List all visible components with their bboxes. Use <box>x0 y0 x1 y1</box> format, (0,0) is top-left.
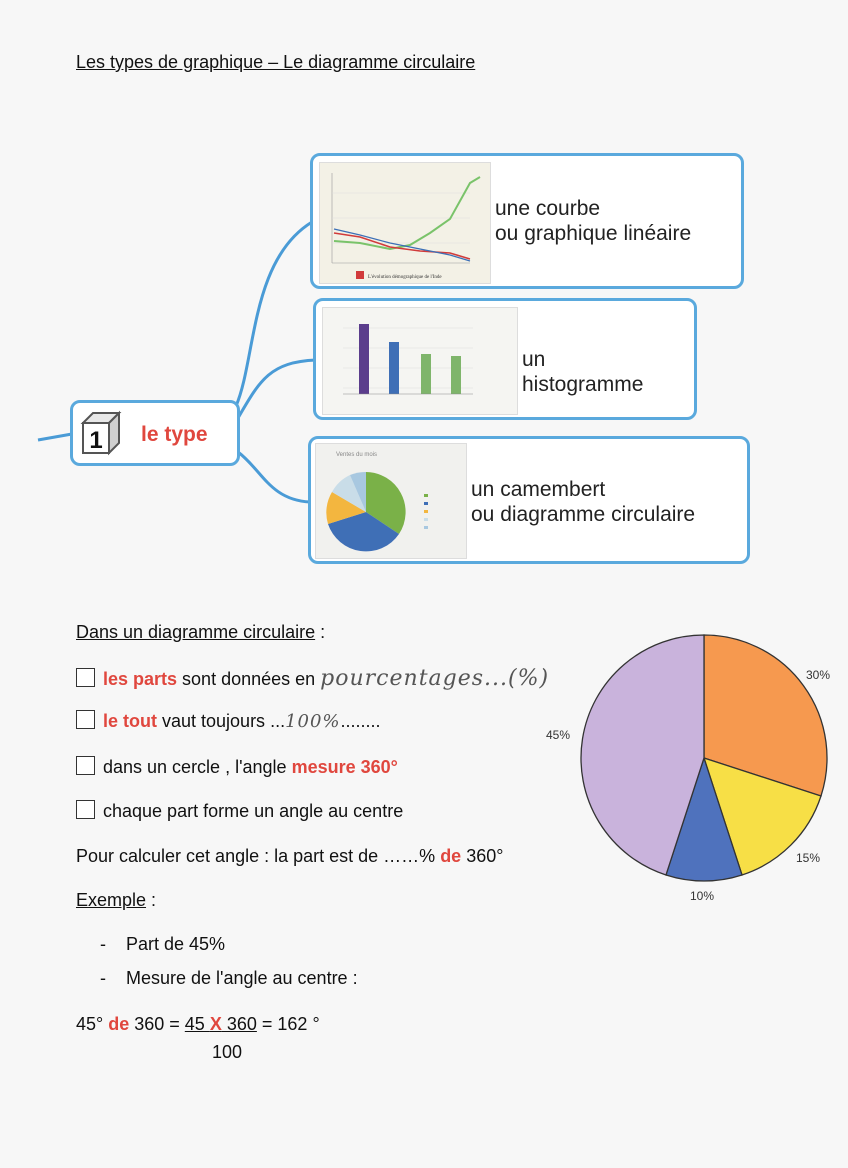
checkbox[interactable] <box>76 668 95 687</box>
pie-chart-thumbnail <box>315 443 467 559</box>
thumb-courbe-caption: L'évolution démographique de l'Inde <box>368 275 442 280</box>
pie-label-15: 15% <box>796 851 821 865</box>
section-heading: Dans un diagramme circulaire : <box>76 622 326 642</box>
branch-courbe-label: une courbe ou graphique linéaire <box>495 197 692 245</box>
formula-denominator: 100 <box>212 1042 243 1062</box>
item-parts: les parts sont données en pourcentages...(%) <box>76 666 549 691</box>
calc-line: Pour calculer cet angle : la part est de ……% de 360° <box>76 846 504 866</box>
bar-chart-thumbnail <box>322 307 518 415</box>
thumb-pie-title: Ventes du mois <box>336 452 378 458</box>
branch-camembert <box>308 436 750 564</box>
branch-histogramme-label: un histogramme <box>522 348 644 396</box>
branch-histogramme <box>313 298 697 420</box>
branch-courbe <box>310 153 744 289</box>
node-label: le type <box>141 423 208 446</box>
example-label: Exemple : <box>76 890 157 910</box>
page-title: Les types de graphique – Le diagramme circulaire <box>76 52 476 72</box>
node-number: 1 <box>89 427 103 454</box>
pie-slices <box>581 635 827 881</box>
bullet-angle: - Mesure de l'angle au centre : <box>100 968 358 988</box>
checkbox[interactable] <box>76 710 95 729</box>
item-tout: le tout vaut toujours ...100%........ <box>76 710 381 732</box>
formula: 45° de 360 = 45 X 360 = 162 ° <box>76 1014 320 1034</box>
item-cercle: dans un cercle , l'angle mesure 360° <box>76 756 398 778</box>
bullet-part: - Part de 45% <box>100 934 226 954</box>
pie-label-30: 30% <box>806 668 831 682</box>
checkbox[interactable] <box>76 756 95 775</box>
pie-label-10: 10% <box>690 889 715 903</box>
cube-icon <box>79 409 123 457</box>
pie-label-45: 45% <box>546 728 571 742</box>
checkbox[interactable] <box>76 800 95 819</box>
pie-chart <box>560 620 840 920</box>
line-chart-thumbnail <box>319 162 491 284</box>
mindmap-node-type <box>70 400 240 466</box>
item-angle: chaque part forme un angle au centre <box>76 800 403 822</box>
branch-camembert-label: un camembert ou diagramme circulaire <box>471 478 696 526</box>
